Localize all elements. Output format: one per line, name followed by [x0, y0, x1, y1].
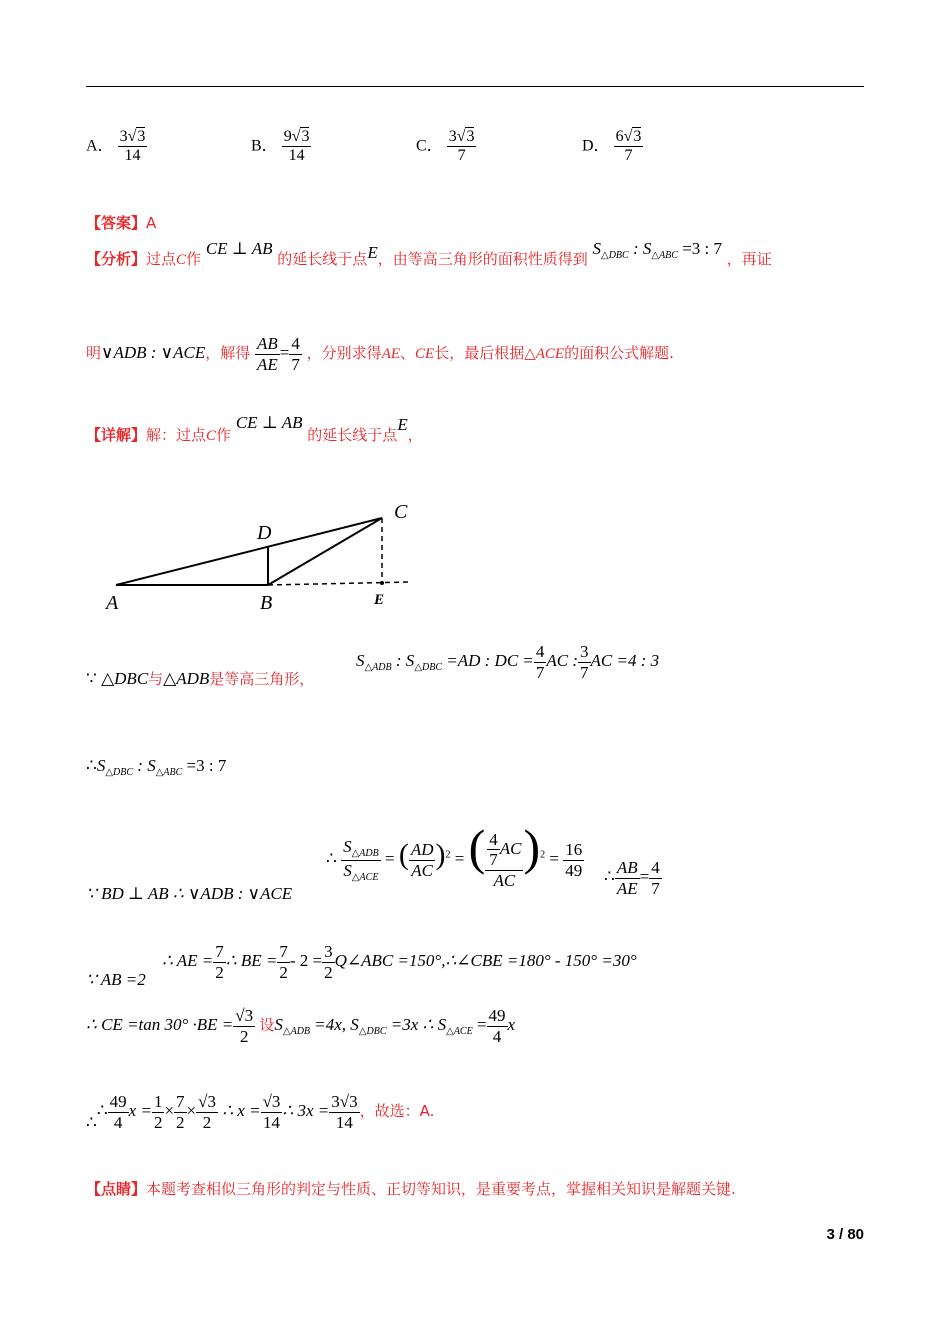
proof-line-1-left: ∵ △DBC与△ADB是等高三角形，	[86, 669, 315, 688]
detail-line: 【详解】解：过点C作 CE ⊥ AB 的延长线于点E，	[86, 413, 423, 444]
label-e: E	[374, 592, 385, 608]
proof-line-3-result: ∴ $\frac{AB}{AE}$ = $\frac{4}{7}$	[604, 858, 660, 898]
proof-line-1-eq: $S_{\triangle ADB}$ : $S_{\triangle DBC} =AD$ : DC = $\frac{4}{7}$ AC : $\frac{3}{7}$ AC =4 : 3	[356, 642, 660, 682]
option-b: B． $\frac{9√3}{14}$	[251, 128, 310, 165]
label-a: A	[106, 592, 119, 614]
label-b: B	[260, 592, 273, 614]
option-c: C． $\frac{3√3}{7}$	[416, 128, 475, 165]
header-rule	[86, 86, 864, 87]
segment-ac	[116, 518, 382, 585]
proof-line-3-eq: ∴ $\frac{S_{\triangle ADB}}{S_{\triangle ACE}}$ = ( $\frac{AD}{AC}$ )$^2$ = ( $\frac{4}{7}$ AC AC )$^2$ = $\frac{16}{49}$	[326, 819, 583, 890]
label-c: C	[394, 501, 408, 523]
proof-line-5: ∴ CE =tan 30° ·BE = $\frac{√3}{2}$ 设$S_{\triangle ADB} =4x$, $S_{\triangle DBC} =3x$ ∴ $S_{\triangle ACE}$ = $\frac{49}{4}$ x	[86, 1006, 516, 1046]
page-number: 3 / 80	[826, 1226, 864, 1243]
point-e	[380, 581, 384, 585]
analysis-line-2: 明∨ADB : ∨ACE，解得 $\frac{AB}{AE}$ = $\frac{4}{7}$ ，分别求得AE、CE长，最后根据△ACE的面积公式解题.	[86, 334, 674, 374]
proof-line-4-left: ∵ AB =2	[86, 970, 146, 989]
segment-be-dashed	[268, 582, 410, 585]
analysis-line-1: 【分析】过点C作 CE ⊥ AB 的延长线于点E，由等高三角形的面积性质得到 $S_{\triangle DBC}$ : $S_{\triangle ABC} =3$ : 7 ，再证	[86, 239, 772, 268]
triangle-figure	[100, 495, 430, 620]
segment-bc	[268, 518, 382, 585]
label-d: D	[257, 522, 272, 544]
option-a: A． $\frac{3√3}{14}$	[86, 128, 146, 165]
proof-line-3-left: ∵ BD ⊥ AB ∴ ∨ADB : ∨ACE	[86, 884, 293, 903]
answer-line: 【答案】A	[86, 214, 157, 232]
proof-line-2: $\therefore S_{\triangle DBC}$ : $S_{\triangle ABC} =3$ : 7	[86, 756, 227, 778]
option-d: D． $\frac{6√3}{7}$	[582, 128, 642, 165]
proof-line-4-eq: ∴ AE = $\frac{7}{2}$ ∴ BE = $\frac{7}{2}$ - 2 = $\frac{3}{2}$ Q∠ABC =150°,∴∠CBE =180° - 150° =30°	[162, 942, 637, 982]
comment-line: 【点睛】本题考查相似三角形的判定与性质、正切等知识，是重要考点，掌握相关知识是解题关键.	[86, 1180, 736, 1198]
proof-line-6: ∴∴ $\frac{49}{4}$ x = $\frac{1}{2}$ × $\frac{7}{2}$ × $\frac{√3}{2}$ ∴ x = $\frac{√3}{14}$ ∴ 3x = $\frac{3√3}{14}$ ，故选：A.	[86, 1092, 435, 1132]
